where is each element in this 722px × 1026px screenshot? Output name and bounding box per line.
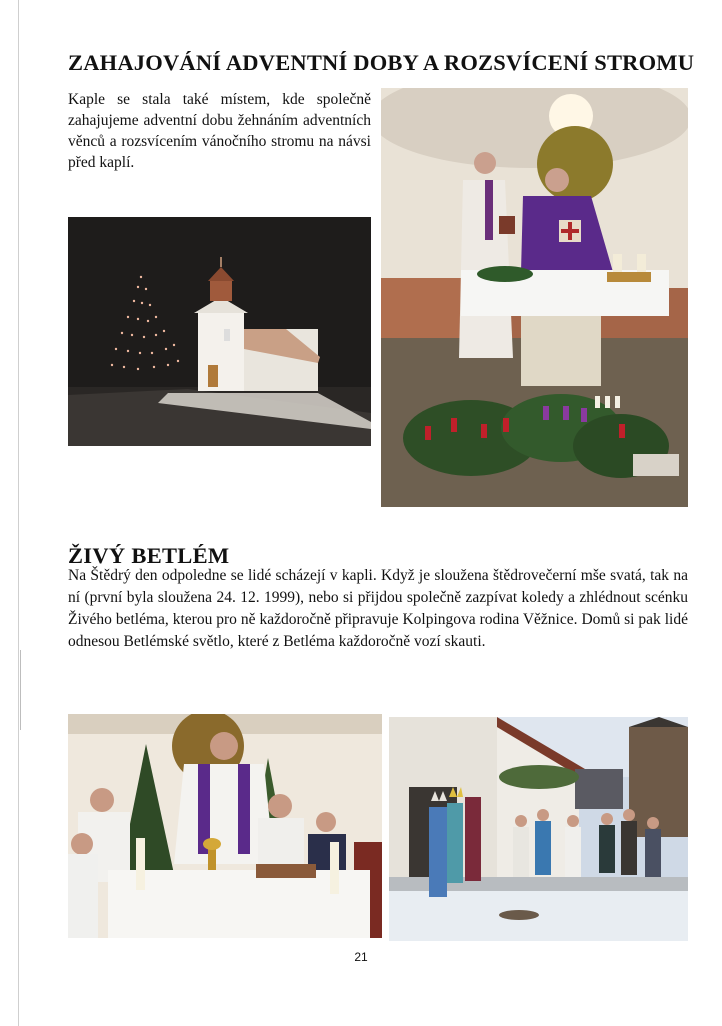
page-number: 21 [354, 950, 368, 964]
photo-advent-wreath-blessing [381, 88, 688, 507]
section-text-advent: Kaple se stala také místem, kde společně zahajujeme adventní dobu žehnáním adventních věnců a rozsvícením vánočního stromu na návsi před kaplí. [68, 91, 371, 171]
section-title-living-nativity: ŽIVÝ BETLÉM [68, 543, 230, 568]
photo-living-nativity-scene [389, 717, 688, 941]
section-title-advent: ZAHAJOVÁNÍ ADVENTNÍ DOBY A ROZSVÍCENÍ STROMU [68, 50, 695, 75]
section-text-living-nativity: Na Štědrý den odpoledne se lidé scházejí v kapli. Když je sloužena štědrovečerní mše svatá, tak na ní (první byla sloužena 24. 12. 1999), nebo si přijdou společně zazpívat koledy a zhlédnout scénku Živého betléma, kterou pro ně každoročně připravuje Kolpingova rodina Věžnice. Domů si pak lidé odnesou Betlémské světlo, které z Betléma každoročně vozí skauti. [68, 567, 688, 650]
photo-chapel-at-night [68, 217, 371, 446]
photo-christmas-mass [68, 714, 382, 938]
scan-edge-line [18, 0, 19, 1026]
scan-edge-mark [20, 650, 21, 730]
